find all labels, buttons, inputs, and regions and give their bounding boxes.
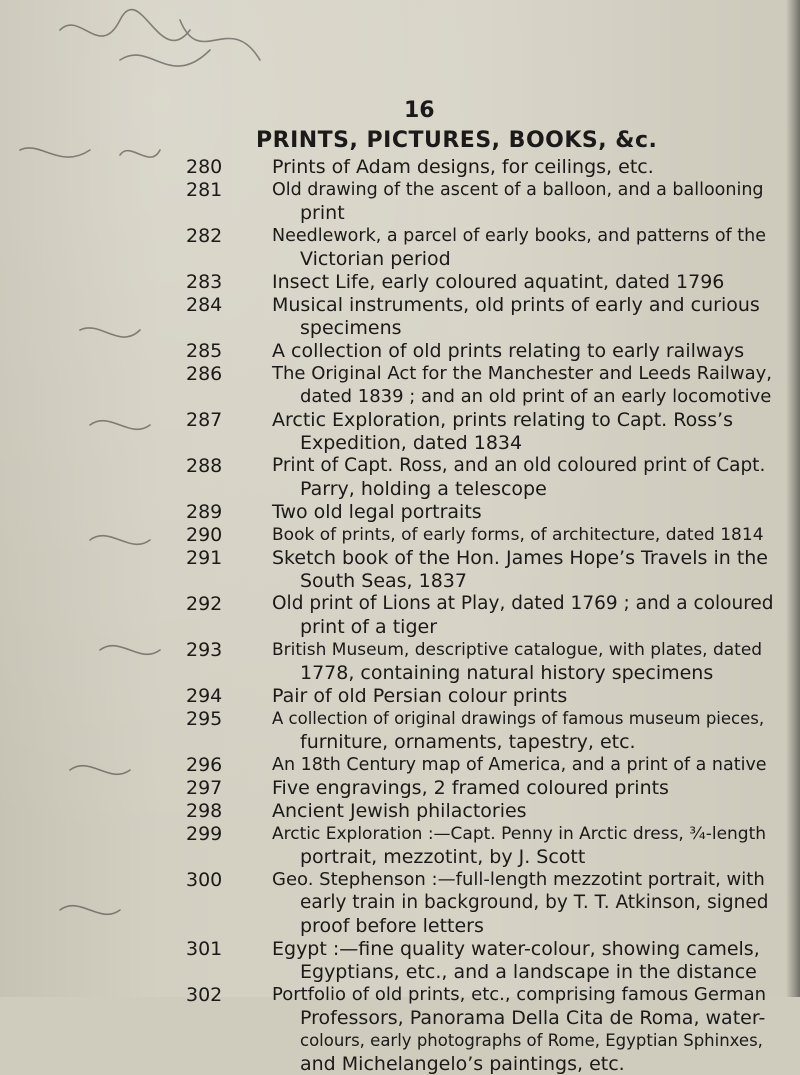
lot-number: 292 (186, 593, 223, 615)
lot-description-line: print of a tiger (300, 616, 438, 638)
lot-number: 300 (186, 869, 223, 891)
lot-description-line: Professors, Panorama Della Cita de Roma, water- (300, 1007, 766, 1029)
lot-description-line: A collection of old prints relating to early railways (272, 340, 745, 362)
page-edge-shadow (786, 0, 800, 997)
lot-number: 298 (186, 800, 223, 822)
lot-description-line: 1778, containing natural history specimens (300, 662, 714, 684)
lot-number: 288 (186, 455, 223, 477)
lot-description-line: Insect Life, early coloured aquatint, dated 1796 (272, 271, 725, 293)
page-number: 16 (404, 98, 435, 123)
lot-number: 301 (186, 938, 223, 960)
lot-description-line: An 18th Century map of America, and a print of a native (272, 755, 767, 775)
lot-description-line: Egypt :—fine quality water-colour, showing camels, (272, 938, 760, 960)
lot-number: 289 (186, 501, 223, 523)
lot-description-line: dated 1839 ; and an old print of an early locomotive (300, 386, 772, 407)
lot-description-line: Two old legal portraits (272, 501, 482, 523)
lot-number: 290 (186, 524, 223, 546)
lot-description-line: portrait, mezzotint, by J. Scott (300, 846, 586, 868)
lot-number: 296 (186, 754, 223, 776)
lot-description-line: British Museum, descriptive catalogue, with plates, dated (272, 640, 763, 660)
lot-number: 283 (186, 271, 223, 293)
lot-description-line: furniture, ornaments, tapestry, etc. (300, 731, 636, 753)
lot-description-line: A collection of original drawings of famous museum pieces, (272, 709, 765, 728)
lot-description-line: specimens (300, 317, 402, 339)
lot-number: 280 (186, 156, 223, 178)
lot-description-line: Parry, holding a telescope (300, 478, 547, 500)
lot-description-line: Geo. Stephenson :—full-length mezzotint portrait, with (272, 869, 765, 890)
lot-number: 294 (186, 685, 223, 707)
lot-description-line: Portfolio of old prints, etc., comprising famous German (272, 984, 767, 1005)
lot-description-line: print (300, 202, 345, 224)
lot-number: 281 (186, 179, 223, 201)
lot-number: 286 (186, 363, 223, 385)
lot-description-line: Old print of Lions at Play, dated 1769 ; and a coloured (272, 593, 774, 614)
lot-description-line: Pair of old Persian colour prints (272, 685, 568, 707)
lot-number: 299 (186, 823, 223, 845)
lot-description-line: proof before letters (300, 915, 484, 937)
lot-description-line: Musical instruments, old prints of early and curious (272, 294, 760, 316)
lot-number: 295 (186, 708, 223, 730)
lot-number: 282 (186, 225, 223, 247)
lot-description-line: Sketch book of the Hon. James Hope’s Travels in the (272, 547, 768, 569)
section-heading: PRINTS, PICTURES, BOOKS, &c. (256, 128, 658, 153)
lot-description-line: colours, early photographs of Rome, Egyptian Sphinxes, (300, 1031, 763, 1050)
lot-number: 291 (186, 547, 223, 569)
lot-number: 284 (186, 294, 223, 316)
lot-description-line: Needlework, a parcel of early books, and patterns of the (272, 226, 766, 246)
lot-description-line: Prints of Adam designs, for ceilings, etc. (272, 156, 654, 178)
lot-number: 302 (186, 984, 223, 1006)
lot-description-line: early train in background, by T. T. Atkinson, signed (300, 892, 769, 913)
lot-description-line: Print of Capt. Ross, and an old coloured print of Capt. (272, 455, 766, 476)
lot-description-line: Five engravings, 2 framed coloured prints (272, 777, 669, 799)
lot-number: 287 (186, 409, 223, 431)
lot-number: 297 (186, 777, 223, 799)
lot-description-line: Book of prints, of early forms, of architecture, dated 1814 (272, 525, 764, 545)
lot-description-line: Victorian period (300, 248, 451, 270)
lot-description-line: Egyptians, etc., and a landscape in the distance (300, 961, 757, 983)
lot-description-line: and Michelangelo’s paintings, etc. (300, 1053, 625, 1075)
lot-number: 285 (186, 340, 223, 362)
lot-number: 293 (186, 639, 223, 661)
lot-description-line: The Original Act for the Manchester and Leeds Railway, (272, 363, 772, 384)
lot-description-line: Expedition, dated 1834 (300, 432, 523, 454)
lot-description-line: Old drawing of the ascent of a balloon, and a ballooning (272, 180, 764, 200)
lot-description-line: South Seas, 1837 (300, 570, 467, 592)
lot-description-line: Ancient Jewish philactories (272, 800, 527, 822)
lot-description-line: Arctic Exploration :—Capt. Penny in Arctic dress, ¾-length (272, 824, 767, 844)
lot-description-line: Arctic Exploration, prints relating to Capt. Ross’s (272, 409, 733, 431)
